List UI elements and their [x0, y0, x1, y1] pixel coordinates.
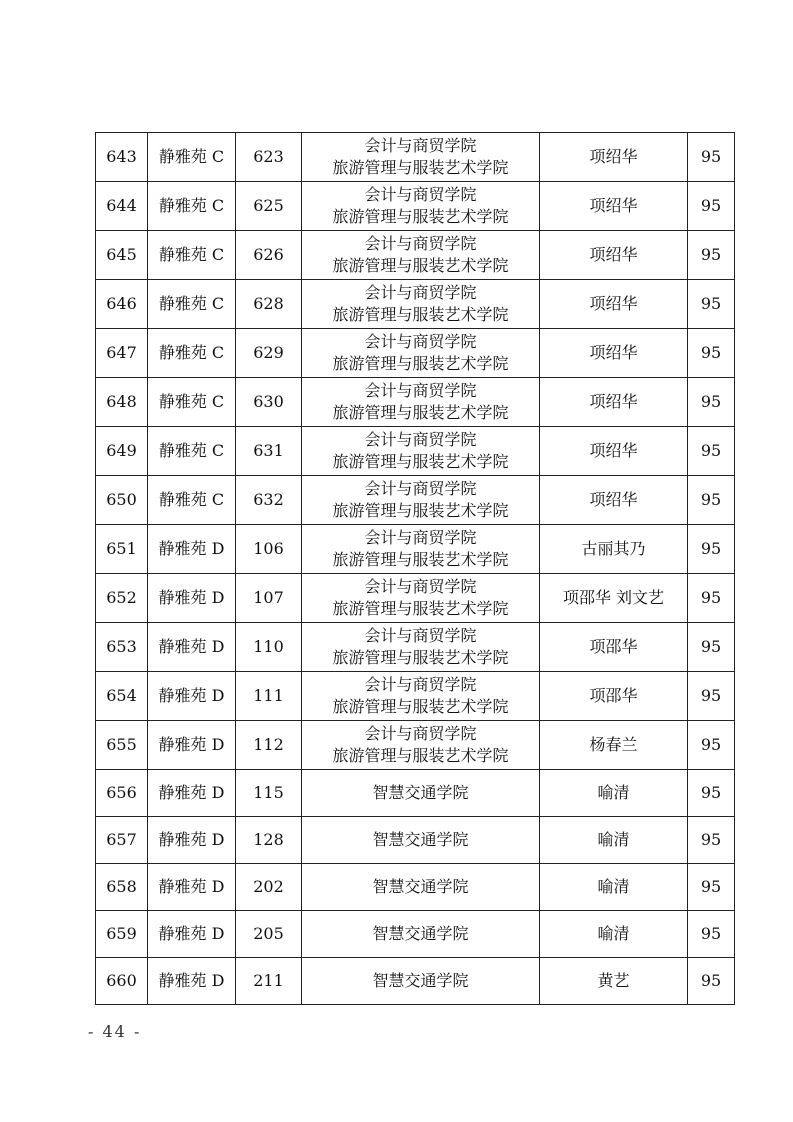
table-row — [96, 911, 735, 958]
manager-cell: 古丽其乃 — [540, 525, 688, 574]
row-number-cell: 655 — [96, 721, 148, 770]
unit-name: 旅游管理与服装艺术学院 — [332, 256, 509, 275]
unit-name: 会计与商贸学院 — [364, 479, 477, 498]
building-cell: 静雅苑 C — [148, 231, 236, 280]
table-row — [96, 329, 735, 378]
unit-name: 智慧交通学院 — [372, 783, 469, 802]
unit-name: 旅游管理与服装艺术学院 — [332, 550, 509, 569]
room-cell: 110 — [236, 623, 302, 672]
score-cell: 95 — [688, 911, 735, 958]
room-cell: 625 — [236, 182, 302, 231]
unit-name: 会计与商贸学院 — [364, 528, 477, 547]
table-row — [96, 672, 735, 721]
manager-cell: 项绍华 — [540, 280, 688, 329]
page-number: - 44 - — [88, 1022, 142, 1041]
score-cell: 95 — [688, 329, 735, 378]
room-cell: 628 — [236, 280, 302, 329]
manager-cell: 项邵华 — [540, 672, 688, 721]
row-number-cell: 652 — [96, 574, 148, 623]
unit-cell — [302, 476, 540, 525]
row-number-cell: 650 — [96, 476, 148, 525]
unit-name: 旅游管理与服装艺术学院 — [332, 697, 509, 716]
room-cell: 632 — [236, 476, 302, 525]
row-number-cell: 647 — [96, 329, 148, 378]
unit-cell — [302, 182, 540, 231]
row-number-cell: 651 — [96, 525, 148, 574]
row-number-cell: 645 — [96, 231, 148, 280]
room-cell: 630 — [236, 378, 302, 427]
table-row — [96, 623, 735, 672]
dormitory-score-table — [95, 132, 735, 1005]
manager-cell: 项绍华 — [540, 182, 688, 231]
building-cell: 静雅苑 C — [148, 427, 236, 476]
unit-name: 旅游管理与服装艺术学院 — [332, 354, 509, 373]
row-number-cell: 660 — [96, 958, 148, 1005]
unit-name: 旅游管理与服装艺术学院 — [332, 158, 509, 177]
unit-name: 旅游管理与服装艺术学院 — [332, 648, 509, 667]
row-number-cell: 644 — [96, 182, 148, 231]
score-cell: 95 — [688, 721, 735, 770]
unit-cell — [302, 721, 540, 770]
room-cell: 107 — [236, 574, 302, 623]
row-number-cell: 658 — [96, 864, 148, 911]
row-number-cell: 656 — [96, 770, 148, 817]
score-cell: 95 — [688, 525, 735, 574]
score-cell: 95 — [688, 231, 735, 280]
table-row — [96, 231, 735, 280]
manager-cell: 喻清 — [540, 817, 688, 864]
score-cell: 95 — [688, 770, 735, 817]
table-row — [96, 378, 735, 427]
table-row — [96, 770, 735, 817]
table-row — [96, 574, 735, 623]
building-cell: 静雅苑 D — [148, 574, 236, 623]
unit-name: 智慧交通学院 — [372, 830, 469, 849]
building-cell: 静雅苑 C — [148, 280, 236, 329]
unit-name: 会计与商贸学院 — [364, 430, 477, 449]
unit-cell — [302, 427, 540, 476]
room-cell: 112 — [236, 721, 302, 770]
unit-cell — [302, 574, 540, 623]
row-number-cell: 646 — [96, 280, 148, 329]
unit-cell — [302, 525, 540, 574]
score-cell: 95 — [688, 672, 735, 721]
room-cell: 629 — [236, 329, 302, 378]
unit-cell — [302, 958, 540, 1005]
building-cell: 静雅苑 D — [148, 721, 236, 770]
table-row — [96, 182, 735, 231]
room-cell: 631 — [236, 427, 302, 476]
room-cell: 115 — [236, 770, 302, 817]
score-cell: 95 — [688, 378, 735, 427]
room-cell: 106 — [236, 525, 302, 574]
table-row — [96, 958, 735, 1005]
building-cell: 静雅苑 C — [148, 133, 236, 182]
unit-cell — [302, 133, 540, 182]
score-cell: 95 — [688, 574, 735, 623]
building-cell: 静雅苑 D — [148, 911, 236, 958]
score-cell: 95 — [688, 623, 735, 672]
unit-name: 智慧交通学院 — [372, 971, 469, 990]
unit-name: 会计与商贸学院 — [364, 136, 477, 155]
unit-name: 会计与商贸学院 — [364, 675, 477, 694]
manager-cell: 项邵华 刘文艺 — [540, 574, 688, 623]
unit-name: 旅游管理与服装艺术学院 — [332, 305, 509, 324]
table-row — [96, 525, 735, 574]
unit-cell — [302, 770, 540, 817]
manager-cell: 黄艺 — [540, 958, 688, 1005]
building-cell: 静雅苑 C — [148, 476, 236, 525]
room-cell: 111 — [236, 672, 302, 721]
row-number-cell: 654 — [96, 672, 148, 721]
unit-name: 旅游管理与服装艺术学院 — [332, 501, 509, 520]
room-cell: 623 — [236, 133, 302, 182]
unit-name: 会计与商贸学院 — [364, 724, 477, 743]
unit-name: 会计与商贸学院 — [364, 577, 477, 596]
table-row — [96, 721, 735, 770]
unit-cell — [302, 378, 540, 427]
unit-name: 会计与商贸学院 — [364, 185, 477, 204]
unit-name: 会计与商贸学院 — [364, 283, 477, 302]
manager-cell: 项绍华 — [540, 231, 688, 280]
unit-cell — [302, 231, 540, 280]
room-cell: 626 — [236, 231, 302, 280]
building-cell: 静雅苑 D — [148, 623, 236, 672]
building-cell: 静雅苑 D — [148, 958, 236, 1005]
manager-cell: 项绍华 — [540, 427, 688, 476]
unit-name: 旅游管理与服装艺术学院 — [332, 403, 509, 422]
manager-cell: 喻清 — [540, 911, 688, 958]
manager-cell: 项绍华 — [540, 378, 688, 427]
table-body — [96, 133, 735, 1005]
score-cell: 95 — [688, 958, 735, 1005]
manager-cell: 项绍华 — [540, 329, 688, 378]
room-cell: 128 — [236, 817, 302, 864]
unit-name: 旅游管理与服装艺术学院 — [332, 746, 509, 765]
unit-name: 会计与商贸学院 — [364, 332, 477, 351]
manager-cell: 项绍华 — [540, 133, 688, 182]
unit-name: 智慧交通学院 — [372, 924, 469, 943]
score-cell: 95 — [688, 133, 735, 182]
building-cell: 静雅苑 D — [148, 770, 236, 817]
unit-name: 会计与商贸学院 — [364, 626, 477, 645]
building-cell: 静雅苑 C — [148, 378, 236, 427]
building-cell: 静雅苑 D — [148, 525, 236, 574]
unit-cell — [302, 672, 540, 721]
unit-cell — [302, 911, 540, 958]
table-row — [96, 427, 735, 476]
unit-name: 旅游管理与服装艺术学院 — [332, 452, 509, 471]
row-number-cell: 649 — [96, 427, 148, 476]
room-cell: 202 — [236, 864, 302, 911]
unit-name: 旅游管理与服装艺术学院 — [332, 599, 509, 618]
manager-cell: 喻清 — [540, 864, 688, 911]
manager-cell: 项绍华 — [540, 476, 688, 525]
building-cell: 静雅苑 C — [148, 182, 236, 231]
table-row — [96, 476, 735, 525]
unit-name: 会计与商贸学院 — [364, 234, 477, 253]
building-cell: 静雅苑 D — [148, 672, 236, 721]
manager-cell: 杨春兰 — [540, 721, 688, 770]
unit-cell — [302, 623, 540, 672]
score-cell: 95 — [688, 427, 735, 476]
manager-cell: 喻清 — [540, 770, 688, 817]
unit-cell — [302, 817, 540, 864]
building-cell: 静雅苑 C — [148, 329, 236, 378]
unit-cell — [302, 864, 540, 911]
row-number-cell: 653 — [96, 623, 148, 672]
row-number-cell: 657 — [96, 817, 148, 864]
score-cell: 95 — [688, 864, 735, 911]
table-row — [96, 817, 735, 864]
building-cell: 静雅苑 D — [148, 817, 236, 864]
row-number-cell: 648 — [96, 378, 148, 427]
unit-cell — [302, 280, 540, 329]
table-row — [96, 864, 735, 911]
table-row — [96, 133, 735, 182]
score-cell: 95 — [688, 182, 735, 231]
room-cell: 211 — [236, 958, 302, 1005]
unit-name: 会计与商贸学院 — [364, 381, 477, 400]
building-cell: 静雅苑 D — [148, 864, 236, 911]
row-number-cell: 643 — [96, 133, 148, 182]
row-number-cell: 659 — [96, 911, 148, 958]
unit-name: 旅游管理与服装艺术学院 — [332, 207, 509, 226]
manager-cell: 项邵华 — [540, 623, 688, 672]
room-cell: 205 — [236, 911, 302, 958]
table-row — [96, 280, 735, 329]
unit-name: 智慧交通学院 — [372, 877, 469, 896]
unit-cell — [302, 329, 540, 378]
score-cell: 95 — [688, 280, 735, 329]
score-cell: 95 — [688, 817, 735, 864]
score-cell: 95 — [688, 476, 735, 525]
